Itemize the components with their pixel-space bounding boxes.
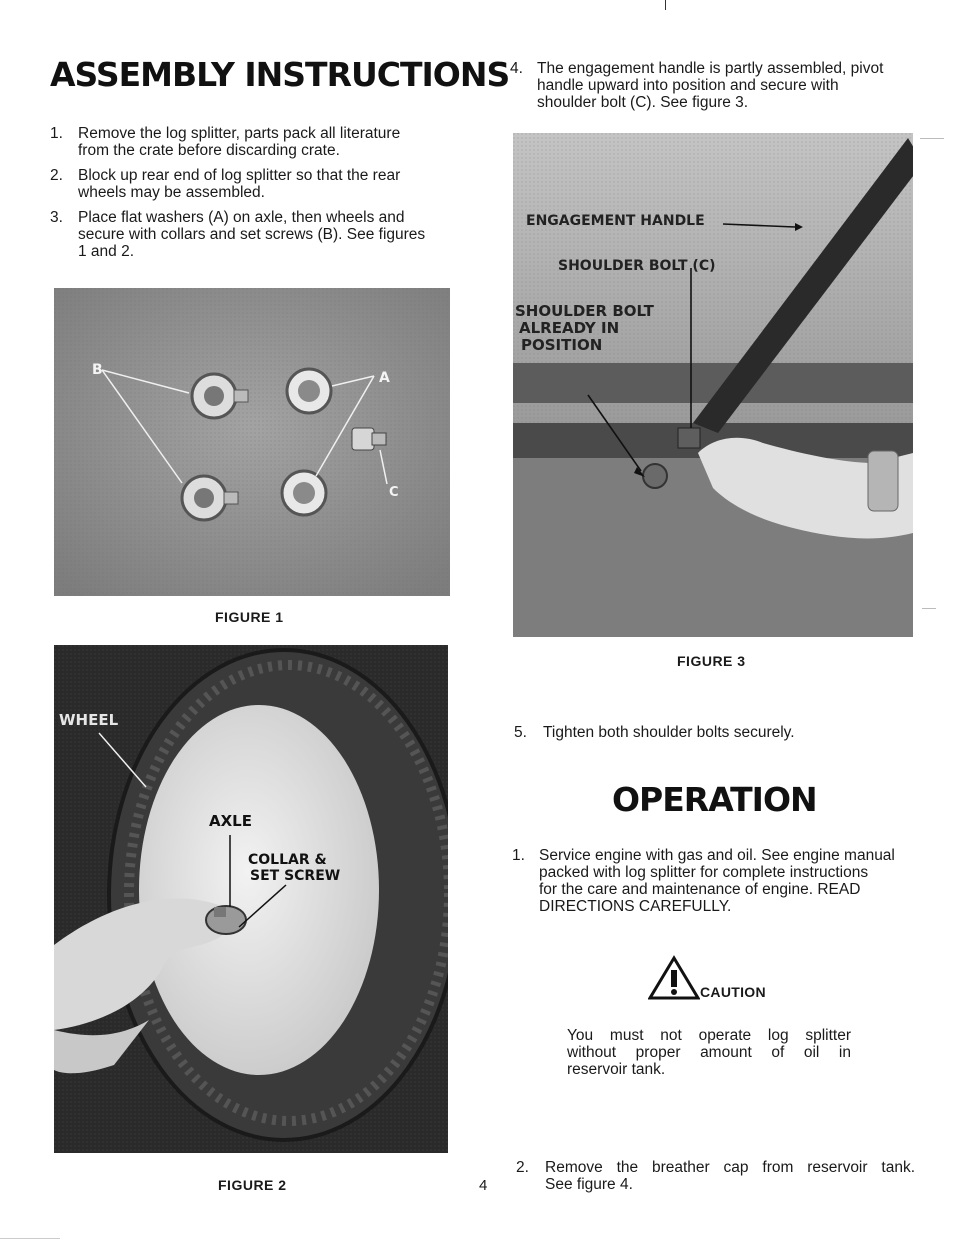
assembly-step-3: 3. Place flat washers (A) on axle, then wheels and secure with collars and set screws (B). See figures 1 and 2.	[50, 209, 426, 260]
margin-mark	[920, 138, 944, 139]
shoulder-bolt-existing	[643, 464, 667, 488]
label-axle: AXLE	[209, 812, 252, 830]
label-collar: COLLAR &	[248, 852, 327, 868]
operation-step-1: 1. Service engine with gas and oil. See engine manual packed with log splitter for complete instructions for the care and maintenance of engine. READ DIRECTIONS CAREFULLY.	[512, 847, 895, 915]
label-shoulder-bolt-position-1: SHOULDER BOLT	[515, 302, 654, 320]
label-shoulder-bolt-position-2: ALREADY IN	[519, 319, 620, 337]
shoulder-bolt-c	[678, 428, 700, 448]
assembly-title: ASSEMBLY INSTRUCTIONS	[50, 55, 510, 94]
warning-triangle-icon	[648, 955, 700, 1001]
washer-top-right	[287, 369, 331, 413]
page-tick	[665, 0, 666, 10]
margin-mark	[922, 608, 936, 609]
label-b: B	[92, 362, 103, 378]
label-engagement-handle: ENGAGEMENT HANDLE	[526, 213, 705, 229]
label-shoulder-bolt-position-3: POSITION	[521, 336, 603, 354]
label-shoulder-bolt-c: SHOULDER BOLT (C)	[558, 258, 716, 274]
collar-setscrew	[206, 906, 246, 934]
operation-title: OPERATION	[612, 780, 817, 819]
figure-1-caption: FIGURE 1	[215, 609, 284, 625]
assembly-step-4: 4. The engagement handle is partly assembled, pivot handle upward into position and secure with shoulder bolt (C). See figure 3.	[510, 60, 884, 111]
margin-mark	[0, 1238, 60, 1239]
figure-2-photo	[54, 645, 448, 1153]
caution-heading: CAUTION	[700, 984, 766, 1000]
assembly-step-2: 2. Block up rear end of log splitter so that the rear wheels may be assembled.	[50, 167, 401, 201]
washer-bottom-right	[282, 471, 326, 515]
figure-3-caption: FIGURE 3	[677, 653, 746, 669]
caution-block	[648, 955, 848, 1001]
label-c: C	[389, 485, 399, 500]
label-a: A	[379, 370, 390, 386]
page-number: 4	[479, 1177, 488, 1194]
operation-step-2: 2. Remove the breather cap from reservoir tank. See figure 4.	[516, 1159, 915, 1193]
caution-text: You must not operate log splitter without proper amount of oil in reservoir tank.	[567, 1027, 851, 1078]
figure-2-caption: FIGURE 2	[218, 1177, 287, 1193]
assembly-step-1: 1. Remove the log splitter, parts pack all literature from the crate before discarding crate.	[50, 125, 401, 159]
label-wheel: WHEEL	[59, 711, 119, 729]
assembly-step-5: 5. Tighten both shoulder bolts securely.	[514, 724, 795, 741]
figure-3-photo	[513, 133, 913, 637]
label-setscrew: SET SCREW	[250, 868, 341, 884]
figure-1-photo	[54, 288, 450, 596]
wheel-hub	[139, 705, 379, 1075]
